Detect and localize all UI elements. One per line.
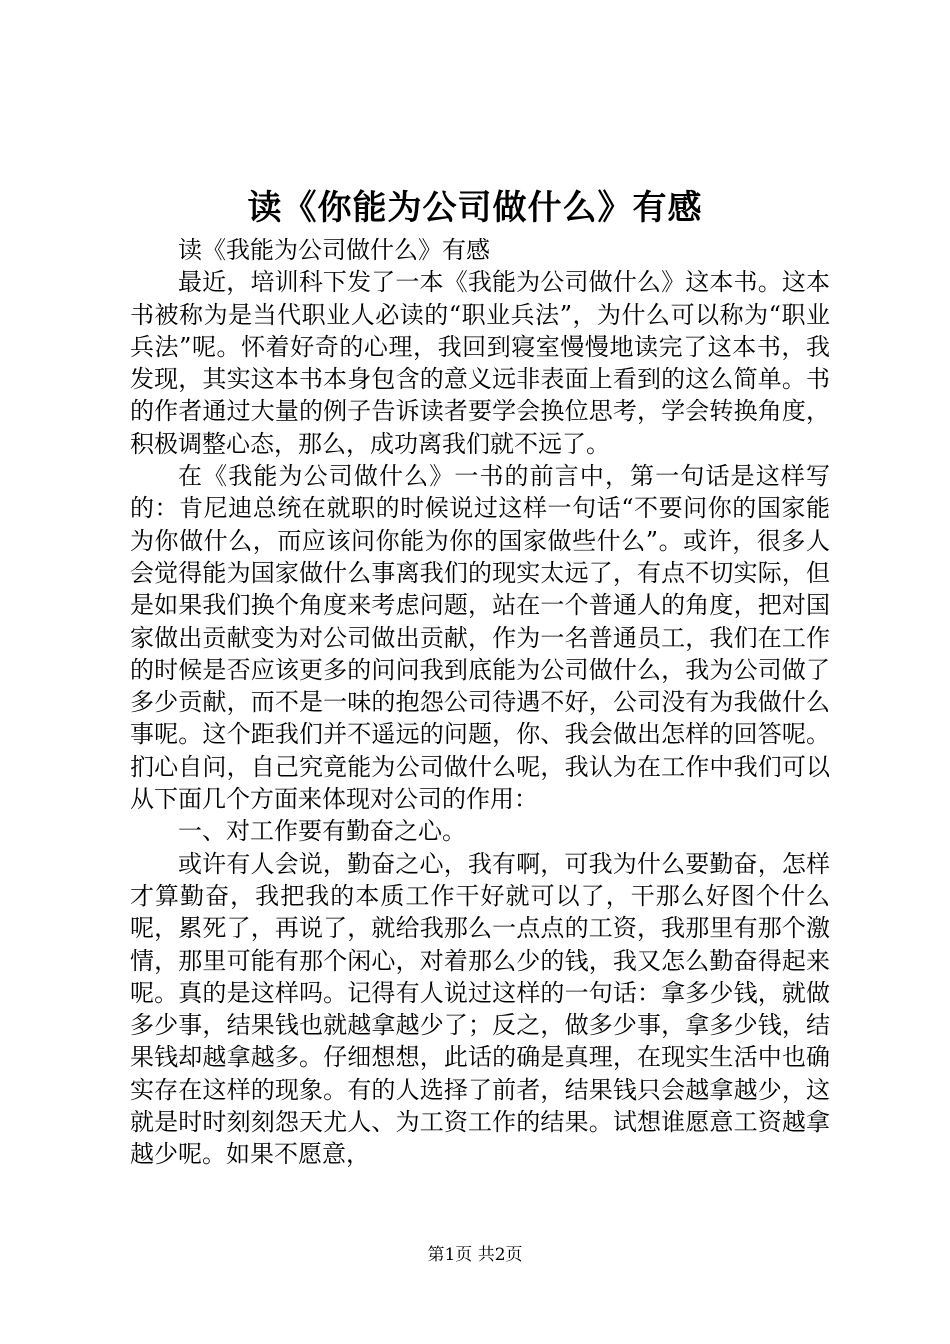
paragraph-diligence: 或许有人会说，勤奋之心，我有啊，可我为什么要勤奋，怎样才算勤奋，我把我的本质工作干好就可以了，干那么好图个什么呢，累死了，再说了，就给我那么一点点的工资，我那里有那个激情，那里可能有那个闲心，对着那么少的钱，我又怎么勤奋得起来呢。真的是这样吗。记得有人说过这样的一句话：拿多少钱，就做多少事，结果钱也就越拿越少了；反之，做多少事，拿多少钱，结果钱却越拿越多。仔细想想，此话的确是真理，在现实生活中也确实存在这样的现象。有的人选择了前者，结果钱只会越拿越少，这就是时时刻刻怨天尤人、为工资工作的结果。试想谁愿意工资越拿越少呢。如果不愿意，	[130, 849, 830, 1169]
paragraph-preface: 在《我能为公司做什么》一书的前言中，第一句话是这样写的：肯尼迪总统在就职的时候说过这样一句话“不要问你的国家能为你做什么，而应该问你能为你的国家做些什么”。或许，很多人会觉得能为国家做什么事离我们的现实太远了，有点不切实际，但是如果我们换个角度来考虑问题，站在一个普通人的角度，把对国家做出贡献变为对公司做出贡献，作为一名普通员工，我们在工作的时候是否应该更多的问问我到底能为公司做什么，我为公司做了多少贡献，而不是一味的抱怨公司待遇不好，公司没有为我做什么事呢。这个距我们并不遥远的问题，你、我会做出怎样的回答呢。扪心自问，自己究竟能为公司做什么呢，我认为在工作中我们可以从下面几个方面来体现对公司的作用：	[130, 462, 830, 814]
section-heading-diligence: 一、对工作要有勤奋之心。	[178, 817, 466, 846]
document-body	[130, 234, 830, 1171]
paragraph-intro: 最近，培训科下发了一本《我能为公司做什么》这本书。这本书被称为是当代职业人必读的“职业兵法”，为什么可以称为“职业兵法”呢。怀着好奇的心理，我回到寝室慢慢地读完了这本书，我发现，其实这本书本身包含的意义远非表面上看到的这么简单。书的作者通过大量的例子告诉读者要学会换位思考，学会转换角度，积极调整心态，那么，成功离我们就不远了。	[130, 268, 830, 458]
document-title: 读《你能为公司做什么》有感	[247, 188, 703, 228]
page-footer: 第1页 共2页	[427, 1245, 523, 1265]
paragraph-subtitle: 读《我能为公司做什么》有感	[178, 236, 490, 264]
